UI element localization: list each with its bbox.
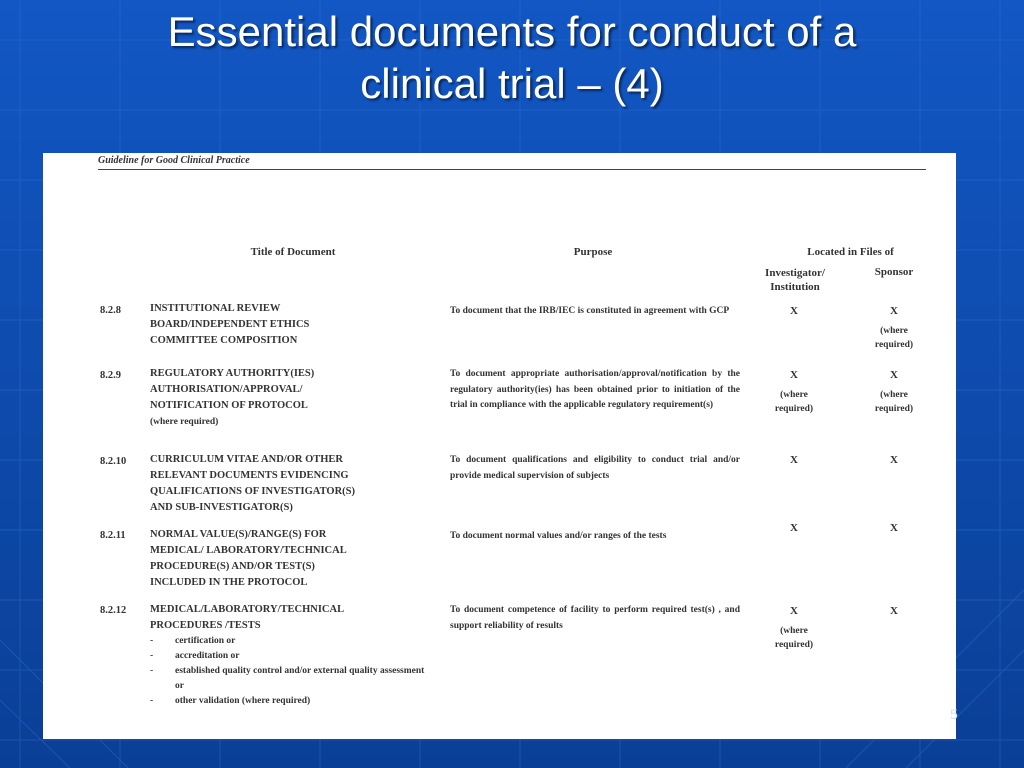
list-item: - accreditation or <box>150 649 435 664</box>
row-title <box>150 602 435 709</box>
investigator-mark <box>754 304 834 324</box>
slide-title <box>60 6 964 110</box>
investigator-mark <box>754 521 834 541</box>
column-header-sponsor: Sponsor <box>874 266 914 278</box>
investigator-mark <box>754 604 834 652</box>
row-title <box>150 452 450 516</box>
sponsor-mark <box>854 368 934 416</box>
row-code: 8.2.11 <box>100 530 126 541</box>
list-item: - established quality control and/or external quality assessment or <box>150 664 435 694</box>
investigator-x: X <box>790 605 798 617</box>
sponsor-x: X <box>890 305 898 317</box>
procedure-bullet-list <box>150 634 435 709</box>
sponsor-x: X <box>890 522 898 534</box>
column-header-title: Title of Document <box>250 246 336 258</box>
row-code: 8.2.8 <box>100 305 121 316</box>
row-purpose: To document competence of facility to perform required test(s) , and support reliability of results <box>450 605 740 631</box>
row-title-text: NORMAL VALUE(S)/RANGE(S) FOR MEDICAL/ LABORATORY/TECHNICAL PROCEDURE(S) AND/OR TEST(S) INCLUDED IN THE PROTOCOL <box>150 529 347 588</box>
row-purpose: To document normal values and/or ranges of the tests <box>450 531 667 541</box>
row-title-text: CURRICULUM VITAE AND/OR OTHER RELEVANT DOCUMENTS EVIDENCING QUALIFICATIONS OF INVESTIGATOR(S) AND SUB-INVESTIGATOR(S) <box>150 454 355 513</box>
sponsor-mark <box>854 521 934 541</box>
sponsor-note: (where required) <box>874 390 914 414</box>
row-purpose: To document qualifications and eligibility to conduct trial and/or provide medical supervision of subjects <box>450 455 740 481</box>
investigator-note: (where required) <box>774 390 814 414</box>
sponsor-x: X <box>890 454 898 466</box>
row-title-text: MEDICAL/LABORATORY/TECHNICAL PROCEDURES /TESTS <box>150 604 345 631</box>
investigator-note: (where required) <box>774 626 814 650</box>
sponsor-x: X <box>890 605 898 617</box>
sponsor-note: (where required) <box>874 326 914 350</box>
sponsor-mark <box>854 453 934 473</box>
investigator-x: X <box>790 369 798 381</box>
list-item: - other validation (where required) <box>150 694 435 709</box>
row-purpose: To document that the IRB/IEC is constituted in agreement with GCP <box>450 306 730 316</box>
slide-title-line-1: Essential documents for conduct of a <box>167 8 857 55</box>
row-title <box>150 301 440 349</box>
column-header-investigator: Investigator/ Institution <box>765 267 825 293</box>
document-image <box>43 153 956 739</box>
row-title <box>150 366 440 430</box>
sponsor-mark <box>854 304 934 352</box>
header-divider <box>98 169 926 170</box>
column-header-located-in-files: Located in Files of <box>807 246 894 258</box>
investigator-mark <box>754 368 834 416</box>
sponsor-x: X <box>890 369 898 381</box>
row-purpose: To document appropriate authorisation/approval/notification by the regulatory authority(ies) has been obtained prior to initiation of the trial in compliance with the applicable regulatory requirement(s) <box>450 369 740 410</box>
row-code: 8.2.12 <box>100 605 127 616</box>
investigator-x: X <box>790 305 798 317</box>
slide-title-line-2: clinical trial – (4) <box>360 60 664 107</box>
row-code: 8.2.10 <box>100 456 127 467</box>
document-header: Guideline for Good Clinical Practice <box>98 155 250 166</box>
list-item: - certification or <box>150 634 435 649</box>
row-title-text: REGULATORY AUTHORITY(IES) AUTHORISATION/APPROVAL/ NOTIFICATION OF PROTOCOL <box>150 368 315 411</box>
row-title <box>150 527 450 591</box>
slide-page-number: 5 <box>950 706 958 722</box>
row-title-note: (where required) <box>150 417 219 427</box>
column-header-purpose: Purpose <box>573 246 613 258</box>
row-code: 8.2.9 <box>100 370 121 381</box>
investigator-x: X <box>790 522 798 534</box>
investigator-x: X <box>790 454 798 466</box>
investigator-mark <box>754 453 834 473</box>
row-title-text: INSTITUTIONAL REVIEW BOARD/INDEPENDENT ETHICS COMMITTEE COMPOSITION <box>150 303 310 346</box>
sponsor-mark <box>854 604 934 624</box>
